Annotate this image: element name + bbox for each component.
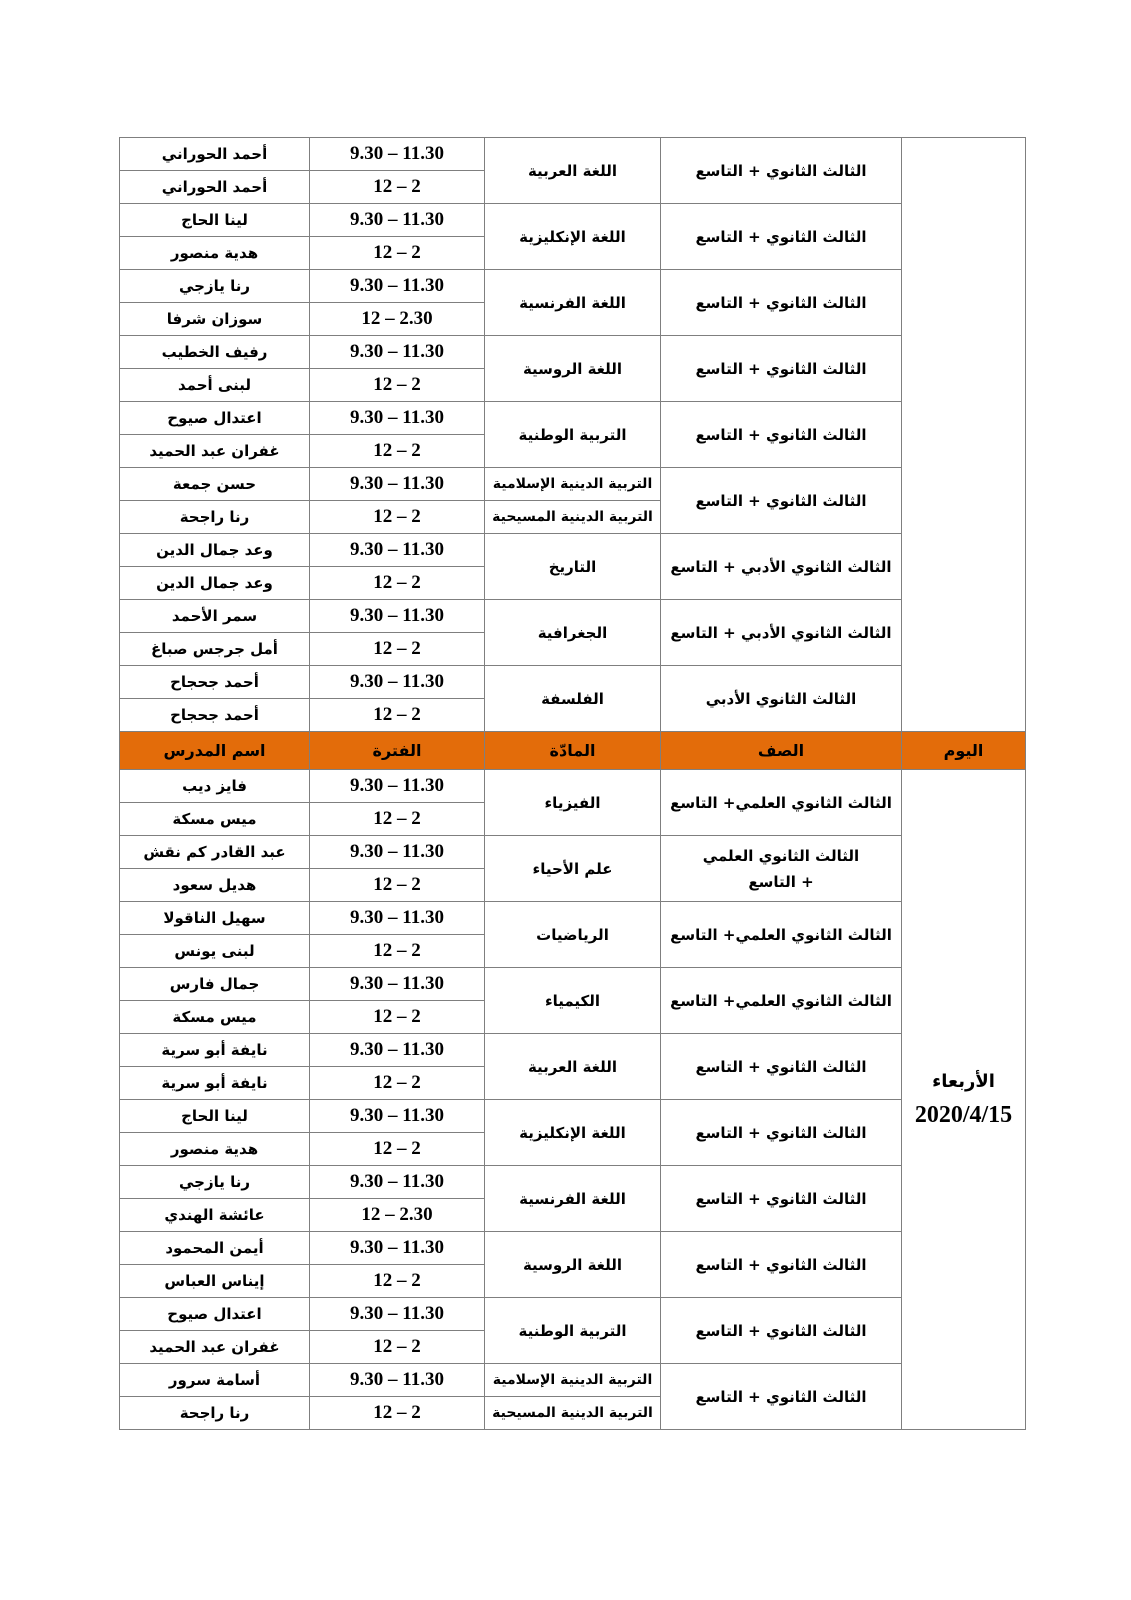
subject-cell: التربية الدينية المسيحية [485,501,661,534]
subject-cell: الكيمياء [485,968,661,1034]
subject-cell: التربية الدينية الإسلامية [485,468,661,501]
schedule-row [120,1100,1026,1133]
period-cell: 12 – 2 [310,567,485,600]
teacher-cell: هديل سعود [120,869,310,902]
teacher-cell: وعد جمال الدين [120,534,310,567]
period-cell: 9.30 – 11.30 [310,336,485,369]
teacher-cell: إيناس العباس [120,1265,310,1298]
day-cell-empty [902,138,1026,732]
period-cell: 9.30 – 11.30 [310,1166,485,1199]
teacher-cell: أحمد جحجاح [120,699,310,732]
header-subject: المادّة [485,732,661,770]
period-cell: 9.30 – 11.30 [310,402,485,435]
teacher-cell: لبنى أحمد [120,369,310,402]
subject-cell: الجغرافية [485,600,661,666]
subject-cell: التربية الوطنية [485,1298,661,1364]
period-cell: 12 – 2.30 [310,303,485,336]
grade-cell: الثالث الثانوي + التاسع [661,1364,902,1430]
subject-cell: اللغة الفرنسية [485,1166,661,1232]
period-cell: 9.30 – 11.30 [310,204,485,237]
grade-cell: الثالث الثانوي + التاسع [661,1034,902,1100]
day-date: 2020/4/15 [914,1101,1013,1128]
grade-cell: الثالث الثانوي + التاسع [661,402,902,468]
grade-cell: الثالث الثانوي الأدبي + التاسع [661,534,902,600]
period-cell: 9.30 – 11.30 [310,968,485,1001]
teacher-cell: رنا يازجي [120,1166,310,1199]
teacher-cell: سوزان شرفا [120,303,310,336]
grade-cell: الثالث الثانوي + التاسع [661,336,902,402]
grade-cell: الثالث الثانوي + التاسع [661,270,902,336]
subject-cell: الفيزياء [485,770,661,836]
teacher-cell: رنا راجحة [120,501,310,534]
schedule-table [119,137,1026,1430]
teacher-cell: اعتدال صيوح [120,402,310,435]
grade-cell: الثالث الثانوي + التاسع [661,138,902,204]
teacher-cell: غفران عبد الحميد [120,1331,310,1364]
schedule-row [120,1034,1026,1067]
schedule-row [120,968,1026,1001]
header-row [120,732,1026,770]
teacher-cell: وعد جمال الدين [120,567,310,600]
teacher-cell: أحمد الحوراني [120,171,310,204]
period-cell: 9.30 – 11.30 [310,270,485,303]
grade-cell: الثالث الثانوي + التاسع [661,468,902,534]
teacher-cell: أسامة سرور [120,1364,310,1397]
subject-cell: اللغة العربية [485,138,661,204]
subject-cell: التاريخ [485,534,661,600]
grade-cell: الثالث الثانوي + التاسع [661,204,902,270]
teacher-cell: أمل جرجس صباغ [120,633,310,666]
period-cell: 12 – 2.30 [310,1199,485,1232]
schedule-row [120,1232,1026,1265]
period-cell: 12 – 2 [310,633,485,666]
period-cell: 9.30 – 11.30 [310,138,485,171]
header-day: اليوم [902,732,1026,770]
period-cell: 12 – 2 [310,501,485,534]
teacher-cell: لينا الحاج [120,1100,310,1133]
subject-cell: علم الأحياء [485,836,661,902]
teacher-cell: أيمن المحمود [120,1232,310,1265]
teacher-cell: سمر الأحمد [120,600,310,633]
period-cell: 9.30 – 11.30 [310,1034,485,1067]
teacher-cell: لبنى يونس [120,935,310,968]
schedule-row [120,1298,1026,1331]
subject-cell: التربية الدينية المسيحية [485,1397,661,1430]
teacher-cell: ميس مسكة [120,803,310,836]
schedule-row [120,666,1026,699]
period-cell: 9.30 – 11.30 [310,1364,485,1397]
period-cell: 9.30 – 11.30 [310,1298,485,1331]
period-cell: 12 – 2 [310,435,485,468]
period-cell: 9.30 – 11.30 [310,666,485,699]
period-cell: 12 – 2 [310,935,485,968]
period-cell: 12 – 2 [310,699,485,732]
grade-cell: الثالث الثانوي + التاسع [661,1166,902,1232]
schedule-row [120,204,1026,237]
period-cell: 9.30 – 11.30 [310,1100,485,1133]
period-cell: 12 – 2 [310,869,485,902]
period-cell: 9.30 – 11.30 [310,534,485,567]
schedule-row [120,600,1026,633]
subject-cell: اللغة الإنكليزية [485,204,661,270]
period-cell: 9.30 – 11.30 [310,1232,485,1265]
period-cell: 9.30 – 11.30 [310,468,485,501]
period-cell: 9.30 – 11.30 [310,600,485,633]
teacher-cell: فايز ديب [120,770,310,803]
period-cell: 12 – 2 [310,369,485,402]
schedule-row [120,402,1026,435]
grade-line: + التاسع [748,872,814,891]
period-cell: 12 – 2 [310,803,485,836]
period-cell: 12 – 2 [310,1067,485,1100]
grade-cell: الثالث الثانوي الأدبي [661,666,902,732]
teacher-cell: رنا راجحة [120,1397,310,1430]
day-name: الأربعاء [932,1070,995,1092]
grade-cell: الثالث الثانوي العلمي+ التاسع [661,770,902,836]
schedule-row [120,902,1026,935]
teacher-cell: نايفة أبو سرية [120,1034,310,1067]
day-cell [902,770,1026,1430]
schedule-row [120,1364,1026,1397]
grade-line: الثالث الثانوي العلمي [702,846,860,865]
period-cell: 12 – 2 [310,237,485,270]
period-cell: 12 – 2 [310,1133,485,1166]
grade-cell: الثالث الثانوي + التاسع [661,1232,902,1298]
schedule-row [120,336,1026,369]
header-period: الفترة [310,732,485,770]
subject-cell: اللغة العربية [485,1034,661,1100]
grade-cell: الثالث الثانوي الأدبي + التاسع [661,600,902,666]
teacher-cell: جمال فارس [120,968,310,1001]
teacher-cell: ميس مسكة [120,1001,310,1034]
schedule-row [120,270,1026,303]
teacher-cell: عائشة الهندي [120,1199,310,1232]
teacher-cell: اعتدال صيوح [120,1298,310,1331]
teacher-cell: أحمد جحجاح [120,666,310,699]
subject-cell: التربية الوطنية [485,402,661,468]
teacher-cell: أحمد الحوراني [120,138,310,171]
period-cell: 9.30 – 11.30 [310,902,485,935]
subject-cell: الفلسفة [485,666,661,732]
grade-cell: الثالث الثانوي العلمي+ التاسع [661,902,902,968]
period-cell: 12 – 2 [310,1397,485,1430]
grade-cell: الثالث الثانوي + التاسع [661,1298,902,1364]
schedule-row [120,468,1026,501]
period-cell: 12 – 2 [310,1265,485,1298]
grade-cell: الثالث الثانوي العلمي+ التاسع [661,968,902,1034]
grade-cell [661,836,902,902]
schedule-row [120,1166,1026,1199]
period-cell: 9.30 – 11.30 [310,836,485,869]
subject-cell: اللغة الإنكليزية [485,1100,661,1166]
subject-cell: اللغة الروسية [485,336,661,402]
schedule-row [120,770,1026,803]
period-cell: 12 – 2 [310,1331,485,1364]
grade-cell: الثالث الثانوي + التاسع [661,1100,902,1166]
teacher-cell: عبد القادر كم نقش [120,836,310,869]
subject-cell: اللغة الروسية [485,1232,661,1298]
schedule-row [120,138,1026,171]
period-cell: 12 – 2 [310,171,485,204]
teacher-cell: سهيل الناقولا [120,902,310,935]
header-teacher: اسم المدرس [120,732,310,770]
teacher-cell: رنا يازجي [120,270,310,303]
subject-cell: الرياضيات [485,902,661,968]
teacher-cell: رفيف الخطيب [120,336,310,369]
subject-cell: التربية الدينية الإسلامية [485,1364,661,1397]
schedule-row [120,836,1026,869]
period-cell: 12 – 2 [310,1001,485,1034]
header-grade: الصف [661,732,902,770]
teacher-cell: غفران عبد الحميد [120,435,310,468]
teacher-cell: حسن جمعة [120,468,310,501]
schedule-row [120,534,1026,567]
teacher-cell: هدية منصور [120,1133,310,1166]
teacher-cell: هدية منصور [120,237,310,270]
teacher-cell: نايفة أبو سرية [120,1067,310,1100]
subject-cell: اللغة الفرنسية [485,270,661,336]
period-cell: 9.30 – 11.30 [310,770,485,803]
teacher-cell: لينا الحاج [120,204,310,237]
